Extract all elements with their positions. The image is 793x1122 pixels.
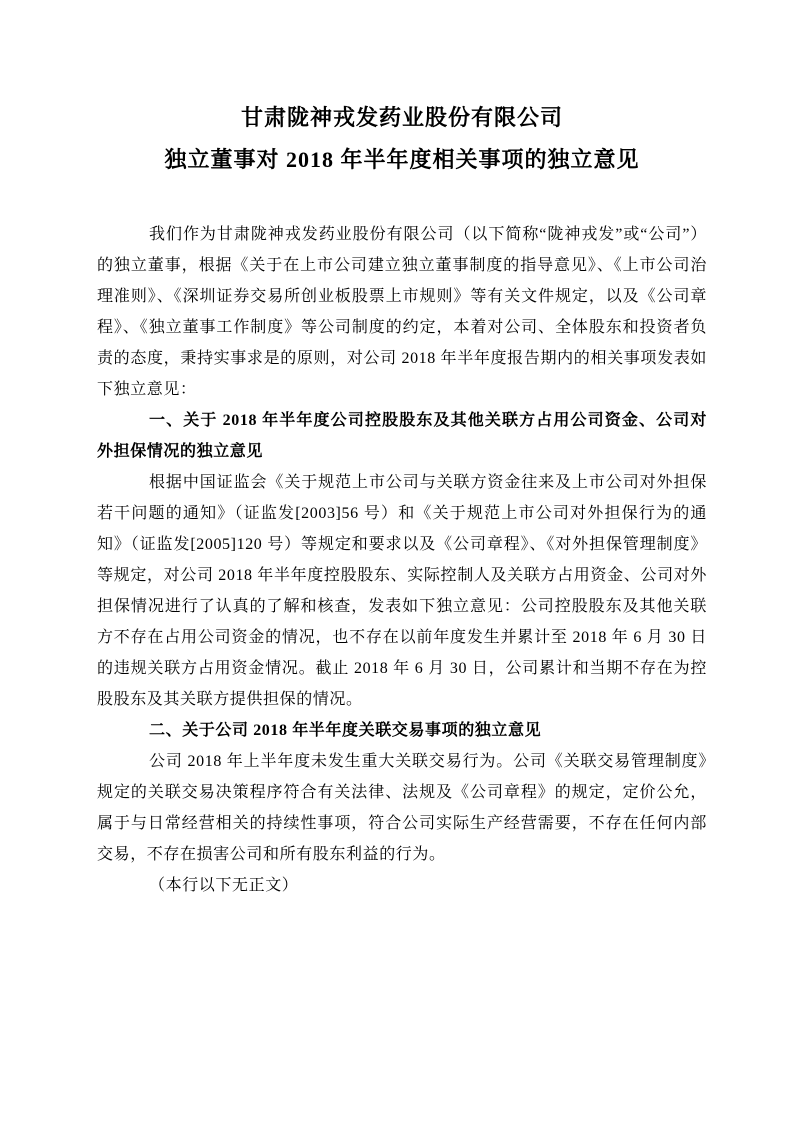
section-heading: 一、关于 2018 年半年度公司控股股东及其他关联方占用公司资金、公司对外担保情况的独立意见 [97, 412, 707, 460]
paragraph: 公司 2018 年上半年度未发生重大关联交易行为。公司《关联交易管理制度》规定的关联交易决策程序符合有关法律、法规及《公司章程》的规定，定价公允，属于与日常经营相关的持续性事项，符合公司实际生产经营需要，不存在任何内部交易，不存在损害公司和所有股东利益的行为。 [97, 753, 707, 863]
document-body [97, 219, 707, 901]
document-title-line1: 甘肃陇神戎发药业股份有限公司 [240, 105, 563, 130]
section-heading: 二、关于公司 2018 年半年度关联交易事项的独立意见 [149, 722, 542, 739]
paragraph: 我们作为甘肃陇神戎发药业股份有限公司（以下简称“陇神戎发”或“公司”）的独立董事，根据《关于在上市公司建立独立董事制度的指导意见》、《上市公司治理准则》、《深圳证券交易所创业板股票上市规则》等有关文件规定，以及《公司章程》、《独立董事工作制度》等公司制度的约定，本着对公司、全体股东和投资者负责的态度，秉持实事求是的原则，对公司 2018 年半年度报告期内的相关事项发表如下独立意见： [97, 226, 707, 398]
paragraph: 根据中国证监会《关于规范上市公司与关联方资金往来及上市公司对外担保若干问题的通知》（证监发[2003]56 号）和《关于规范上市公司对外担保行为的通知》（证监发[2005]120 号）等规定和要求以及《公司章程》、《对外担保管理制度》等规定，对公司 2018 年半年度控股股东、实际控制人及关联方占用资金、公司对外担保情况进行了认真的了解和核查，发表如下独立意见：公司控股股东及其他关联方不存在占用公司资金的情况，也不存在以前年度发生并累计至 2018 年 6 月 30 日的违规关联方占用资金情况。截止 2018 年 6 月 30 日，公司累计和当期不存在为控股股东及其关联方提供担保的情况。 [97, 474, 707, 708]
document-title-line2: 独立董事对 2018 年半年度相关事项的独立意见 [164, 147, 640, 172]
paragraph: （本行以下无正文） [149, 877, 299, 894]
